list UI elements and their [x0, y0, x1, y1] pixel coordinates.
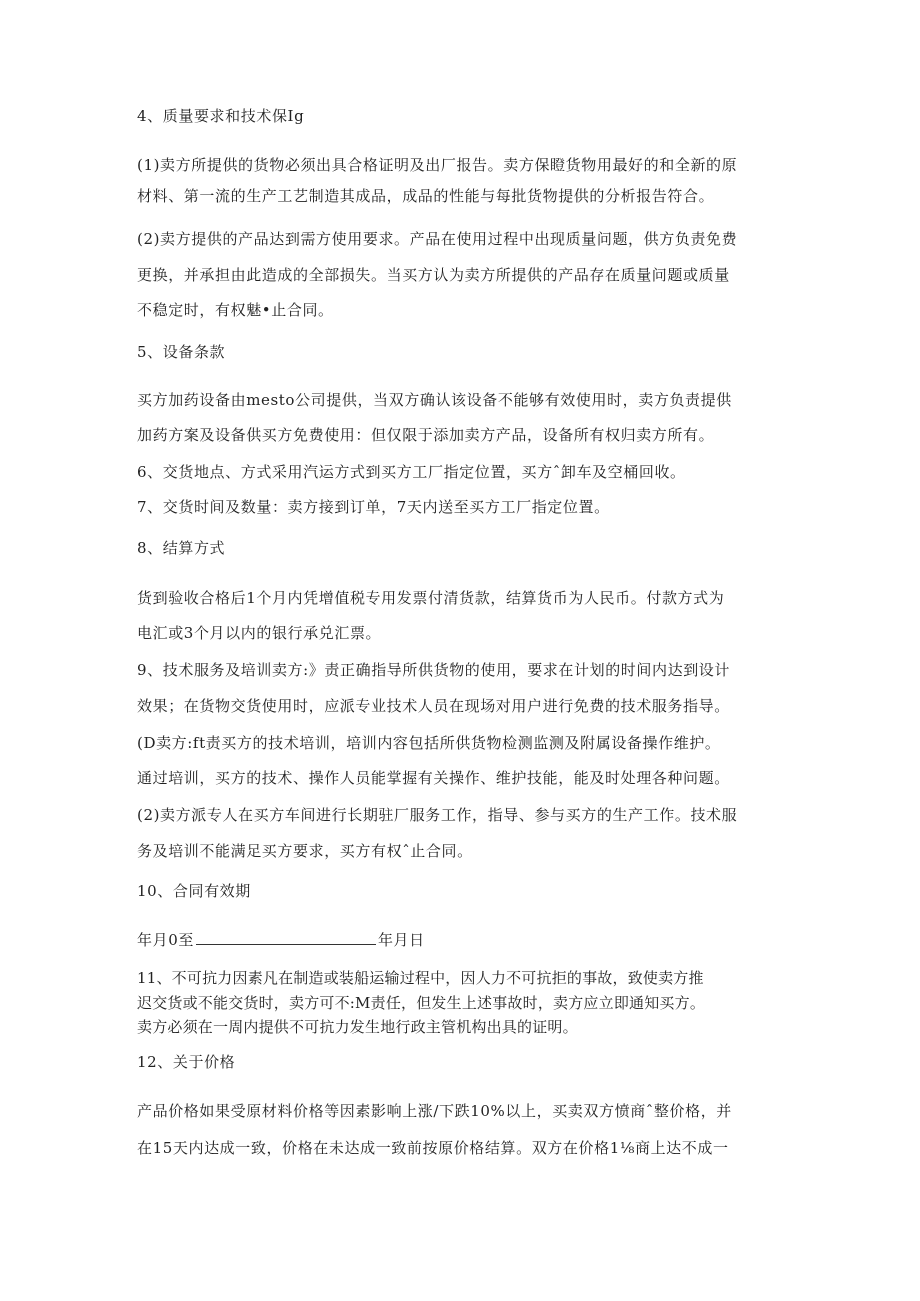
section-10-date-range — [137, 930, 797, 950]
section-12-heading: 12、关于价格 — [137, 1053, 236, 1071]
section-5-line-1: 买方加药设备由mesto公司提供，当双方确认该设备不能够有效使用时，卖方负责提供 — [137, 391, 732, 409]
section-4-line-5: 不稳定时，有权魅•止合同。 — [137, 301, 334, 319]
section-6-line-1: 6、交货地点、方式采用汽运方式到买方工厂指定位置，买方ˆ卸车及空桶回收。 — [137, 463, 686, 481]
section-4-line-3: (2)卖方提供的产品达到需方使用要求。产品在使用过程中出现质量问题，供方负责免费 — [137, 230, 738, 248]
date-end-text: 年月日 — [377, 931, 425, 949]
section-9-line-3: (D卖方:ft责买方的技术培训，培训内容包括所供货物检测监测及附属设备操作维护。 — [137, 734, 721, 752]
section-4-line-4: 更换，并承担由此造成的全部损失。当买方认为卖方所提供的产品存在质量问题或质量 — [137, 266, 730, 284]
date-start-text: 年月0至 — [137, 931, 194, 949]
section-9-line-1: 9、技术服务及培训卖方:》责正确指导所供货物的使用，要求在计划的时间内达到设计 — [137, 661, 731, 679]
section-9-line-4: 通过培训，买方的技术、操作人员能掌握有关操作、维护技能，能及时处理各种问题。 — [137, 769, 730, 787]
section-11-line-2: 迟交货或不能交货时，卖方可不:M责任，但发生上述事故时，卖方应立即通知买方。 — [137, 994, 706, 1012]
section-5-heading: 5、设备条款 — [137, 343, 226, 361]
section-8-heading: 8、结算方式 — [137, 539, 226, 557]
date-blank-underline — [196, 930, 376, 945]
section-4-heading: 4、质量要求和技术保Ig — [137, 107, 305, 125]
section-12-line-1: 产品价格如果受原材料价格等因素影响上涨/下跌10%以上，买卖双方愤商ˆ整价格，并 — [137, 1102, 732, 1120]
section-10-heading: 10、合同有效期 — [137, 882, 251, 900]
section-9-line-5: (2)卖方派专人在买方车间进行长期驻厂服务工作，指导、参与买方的生产工作。技术服 — [137, 806, 738, 824]
section-8-line-1: 货到验收合格后1个月内凭增值税专用发票付清货款，结算货币为人民币。付款方式为 — [137, 589, 725, 607]
section-9-line-6: 务及培训不能满足买方要求，买方有权ˆ止合同。 — [137, 842, 473, 860]
section-4-line-1: (1)卖方所提供的货物必须出具合格证明及出厂报告。卖方保瞪货物用最好的和全新的原 — [137, 156, 738, 174]
section-7-line-1: 7、交货时间及数量：卖方接到订单，7天内送至买方工厂指定位置。 — [137, 498, 610, 516]
section-12-line-2: 在15天内达成一致，价格在未达成一致前按原价格结算。双方在价格1⅛商上达不成一 — [137, 1139, 729, 1157]
section-9-line-2: 效果；在货物交货使用时，应派专业技术人员在现场对用户进行免费的技术服务指导。 — [137, 697, 730, 715]
section-5-line-2: 加药方案及设备供买方免费使用：但仅限于添加卖方产品，设备所有权归卖方所有。 — [137, 426, 715, 444]
section-11-line-3: 卖方必须在一周内提供不可抗力发生地行政主管机构出具的证明。 — [137, 1018, 578, 1036]
section-8-line-2: 电汇或3个月以内的银行承兑汇票。 — [137, 624, 382, 642]
section-11-line-1: 11、不可抗力因素凡在制造或装船运输过程中，因人力不可抗拒的事故，致使卖方推 — [137, 969, 704, 987]
section-4-line-2: 材料、第一流的生产工艺制造其成品，成品的性能与每批货物提供的分析报告符合。 — [137, 187, 715, 205]
